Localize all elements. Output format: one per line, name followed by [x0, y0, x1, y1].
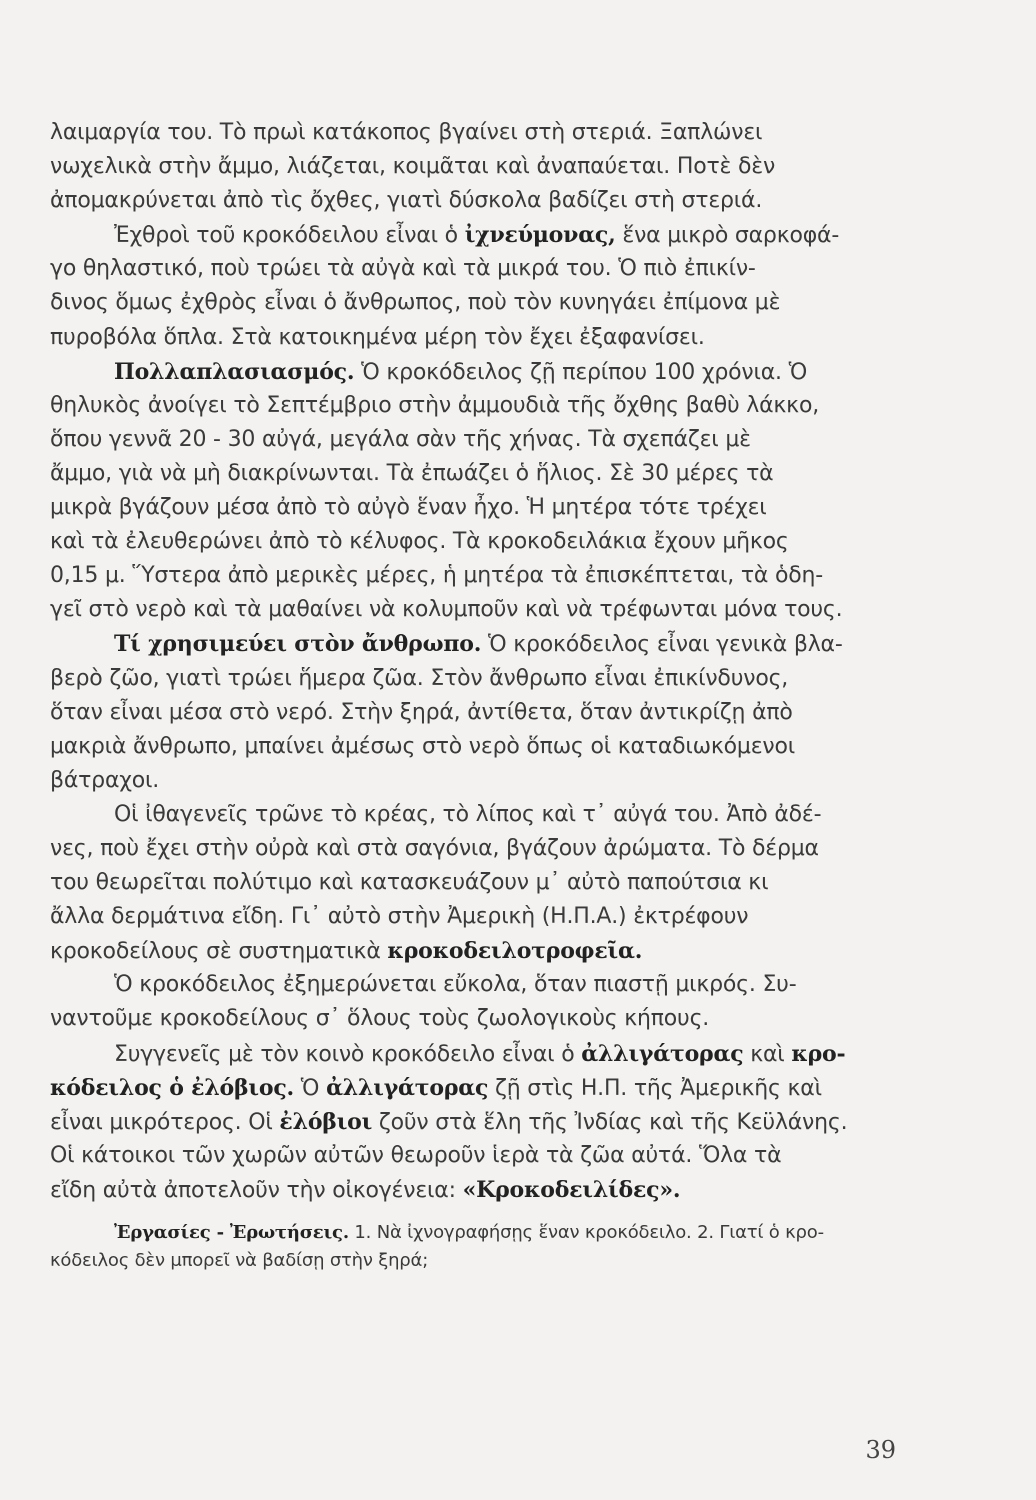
bold-term: Ἐργασίες - Ἐρωτήσεις. — [114, 1222, 349, 1243]
text-line — [50, 662, 898, 696]
text-line — [50, 1105, 898, 1139]
text-line — [50, 1071, 898, 1105]
text-line — [50, 150, 898, 184]
text-run: ὅπου γεννᾶ 20 - 30 αὐγά, μεγάλα σὰν τῆς χήνας. Τὰ σχεπάζει μὲ — [50, 426, 751, 452]
bold-term: «Κροκοδειλίδες». — [462, 1176, 681, 1203]
text-run: καὶ — [743, 1041, 792, 1067]
text-line — [50, 593, 898, 627]
text-run: Οἱ ἰθαγενεῖς τρῶνε τὸ κρέας, τὸ λίπος καὶ τ᾽ αὐγά του. Ἀπὸ ἀδέ- — [114, 801, 822, 827]
text-line — [50, 627, 898, 661]
text-run: ζοῦν στὰ ἕλη τῆς Ἰνδίας καὶ τῆς Κεϋλάνης. — [372, 1109, 848, 1135]
text-line — [50, 184, 898, 218]
text-run: Ὁ — [294, 1075, 327, 1101]
text-line — [50, 389, 898, 423]
text-line — [50, 798, 898, 832]
text-run: δινος ὅμως ἐχθρὸς εἶναι ὁ ἄνθρωπος, ποὺ τὸν κυνηγάει ἐπίμονα μὲ — [50, 290, 781, 316]
text-line — [50, 218, 898, 252]
bold-term: ἰχνεύμονας, — [464, 222, 616, 249]
bold-term: κρο- — [791, 1040, 846, 1067]
text-line — [50, 559, 898, 593]
text-line — [50, 252, 898, 286]
text-line — [50, 968, 898, 1002]
text-run: Ὁ κροκόδειλος ἐξημερώνεται εὔκολα, ὅταν πιαστῇ μικρός. Συ- — [114, 972, 797, 998]
text-run: νες, ποὺ ἔχει στὴν οὐρὰ καὶ στὰ σαγόνια, βγάζουν ἀρώματα. Τὸ δέρμα — [50, 835, 819, 861]
text-run: ζῇ στὶς Η.Π. τῆς Ἀμερικῆς καὶ — [488, 1075, 822, 1101]
text-run: ἀπομακρύνεται ἀπὸ τὶς ὄχθες, γιατὶ δύσκολα βαδίζει στὴ στεριά. — [50, 188, 763, 214]
text-run: 0,15 μ. Ὕστερα ἀπὸ μερικὲς μέρες, ἡ μητέρα τὰ ἐπισκέπτεται, τὰ ὁδη- — [50, 563, 823, 589]
bold-term: κόδειλος ὁ ἐλόβιος. — [50, 1074, 295, 1101]
text-run: Ὁ κροκόδειλος ζῇ περίπου 100 χρόνια. Ὁ — [354, 359, 808, 385]
text-run: κόδειλος δὲν μπορεῖ νὰ βαδίσῃ στὴν ξηρά; — [50, 1250, 429, 1271]
text-line — [50, 457, 898, 491]
text-run: νωχελικὰ στὴν ἄμμο, λιάζεται, κοιμᾶται καὶ ἀναπαύεται. Ποτὲ δὲν — [50, 154, 776, 180]
exercises-footnote — [50, 1219, 898, 1275]
text-line — [50, 116, 898, 150]
body-text — [50, 116, 898, 1207]
text-line — [50, 1139, 898, 1173]
text-line — [50, 764, 898, 798]
text-line — [50, 900, 898, 934]
bold-term: Τί χρησιμεύει στὸν ἄνθρωπο. — [114, 631, 482, 658]
text-run: ὅταν εἶναι μέσα στὸ νερό. Στὴν ξηρά, ἀντίθετα, ὅταν ἀντικρίζῃ ἀπὸ — [50, 699, 793, 725]
text-run: ἄμμο, γιὰ νὰ μὴ διακρίνωνται. Τὰ ἐπωάζει ὁ ἥλιος. Σὲ 30 μέρες τὰ — [50, 460, 774, 486]
text-line — [50, 491, 898, 525]
text-run: καὶ τὰ ἐλευθερώνει ἀπὸ τὸ κέλυφος. Τὰ κροκοδειλάκια ἔχουν μῆκος — [50, 529, 789, 555]
text-run: Οἱ κάτοικοι τῶν χωρῶν αὐτῶν θεωροῦν ἱερὰ τὰ ζῶα αὐτά. Ὅλα τὰ — [50, 1142, 782, 1168]
text-run: βάτραχοι. — [50, 767, 160, 793]
text-run: θηλυκὸς ἀνοίγει τὸ Σεπτέμβριο στὴν ἀμμουδιὰ τῆς ὄχθης βαθὺ λάκκο, — [50, 392, 819, 418]
text-run: εἴδη αὐτὰ ἀποτελοῦν τὴν οἰκογένεια: — [50, 1177, 463, 1203]
text-run: εἶναι μικρότερος. Οἱ — [50, 1109, 280, 1135]
text-run: κροκοδείλους σὲ συστηματικὰ — [50, 939, 388, 965]
text-run: λαιμαργία του. Τὸ πρωὶ κατάκοπος βγαίνει στὴ στεριά. Ξαπλώνει — [50, 120, 763, 145]
text-line — [50, 832, 898, 866]
page-body — [50, 116, 898, 1275]
text-line — [50, 1002, 898, 1036]
bold-term: κροκοδειλοτροφεῖα. — [387, 938, 643, 965]
text-run: ναντοῦμε κροκοδείλους σ᾽ ὅλους τοὺς ζωολογικοὺς κήπους. — [50, 1006, 710, 1032]
text-line — [50, 1037, 898, 1071]
text-line — [50, 321, 898, 355]
text-line — [50, 730, 898, 764]
text-line — [50, 423, 898, 457]
text-run: του θεωρεῖται πολύτιμο καὶ κατασκευάζουν μ᾽ αὐτὸ παπούτσια κι — [50, 870, 769, 896]
text-run: Συγγενεῖς μὲ τὸν κοινὸ κροκόδειλο εἶναι ὁ — [114, 1041, 582, 1067]
text-run: γεῖ στὸ νερὸ καὶ τὰ μαθαίνει νὰ κολυμποῦν καὶ νὰ τρέφωνται μόνα τους. — [50, 597, 843, 623]
bold-term: ἀλλιγάτορας — [581, 1040, 744, 1067]
bold-term: Πολλαπλασιασμός. — [114, 358, 355, 385]
text-line — [50, 1219, 898, 1247]
text-line — [50, 355, 898, 389]
page-number: 39 — [865, 1436, 896, 1464]
text-run: ἄλλα δερμάτινα εἴδη. Γι᾽ αὐτὸ στὴν Ἀμερικὴ (Η.Π.Α.) ἐκτρέφουν — [50, 904, 749, 930]
text-line — [50, 696, 898, 730]
text-run: Ἐχθροὶ τοῦ κροκόδειλου εἶναι ὁ — [114, 223, 465, 249]
text-run: γο θηλαστικό, ποὺ τρώει τὰ αὐγὰ καὶ τὰ μικρά του. Ὁ πιὸ ἐπικίν- — [50, 256, 756, 282]
text-run: Ὁ κροκόδειλος εἶναι γενικὰ βλα- — [481, 632, 843, 658]
text-line — [50, 286, 898, 320]
text-run: ἕνα μικρὸ σαρκοφά- — [615, 223, 840, 249]
text-line — [50, 934, 898, 968]
text-line — [50, 525, 898, 559]
text-line — [50, 1173, 898, 1207]
text-line — [50, 866, 898, 900]
text-line — [50, 1247, 898, 1275]
text-run: μικρὰ βγάζουν μέσα ἀπὸ τὸ αὐγὸ ἕναν ἦχο. Ἡ μητέρα τότε τρέχει — [50, 495, 767, 521]
text-run: μακριὰ ἄνθρωπο, μπαίνει ἀμέσως στὸ νερὸ ὅπως οἱ καταδιωκόμενοι — [50, 733, 795, 759]
bold-term: ἀλλιγάτορας — [326, 1074, 489, 1101]
text-run: πυροβόλα ὅπλα. Στὰ κατοικημένα μέρη τὸν ἔχει ἐξαφανίσει. — [50, 324, 705, 350]
text-run: βερὸ ζῶο, γιατὶ τρώει ἥμερα ζῶα. Στὸν ἄνθρωπο εἶναι ἐπικίνδυνος, — [50, 665, 789, 691]
bold-term: ἐλόβιοι — [279, 1108, 373, 1135]
text-run: 1. Νὰ ἰχνογραφήσῃς ἕναν κροκόδειλο. 2. Γιατί ὁ κρο- — [348, 1222, 824, 1243]
